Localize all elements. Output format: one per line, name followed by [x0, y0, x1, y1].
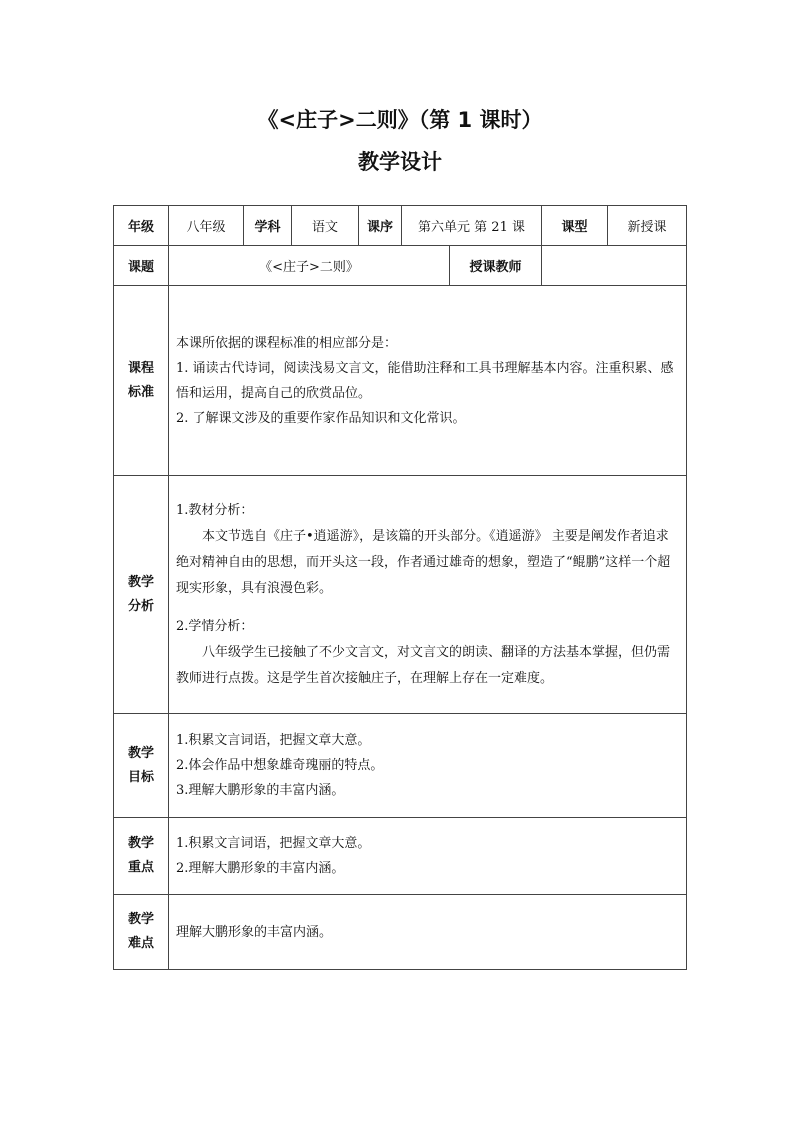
standard-item-2: 2. 了解课文涉及的重要作家作品知识和文化常识。 [176, 410, 466, 426]
difficulties-row [114, 895, 687, 970]
topic-label: 课题 [114, 246, 169, 286]
teaching-goals-row [114, 714, 687, 818]
label-line-2: 难点 [127, 936, 154, 951]
goal-item: 3.理解大鹏形象的丰富内涵。 [176, 783, 345, 798]
curriculum-standard-content [169, 286, 687, 476]
key-point-item: 1.积累文言词语，把握文章大意。 [176, 836, 371, 851]
teaching-goals-label [114, 714, 169, 818]
key-points-content [169, 818, 687, 895]
key-points-row [114, 818, 687, 895]
document-subtitle: 教学设计 [358, 150, 442, 174]
difficulties-label [114, 895, 169, 970]
document-title: 《<庄子>二则》（第 1 课时） [257, 108, 543, 132]
student-analysis-text: 八年级学生已接触了不少文言文，对文言文的朗读、翻译的方法基本掌握，但仍需教师进行点拨。这是学生首次接触庄子，在理解上存在一定难度。 [176, 644, 671, 686]
subject-label: 学科 [244, 206, 292, 246]
teaching-analysis-content [169, 476, 687, 714]
label-line-1: 教学 [127, 574, 154, 590]
label-line-1: 教学 [127, 912, 154, 927]
grade-value: 八年级 [169, 206, 244, 246]
label-line-2: 分析 [127, 598, 154, 614]
grade-label: 年级 [114, 206, 169, 246]
standard-intro: 本课所依据的课程标准的相应部分是： [176, 335, 398, 351]
teaching-analysis-row [114, 476, 687, 714]
label-line-1: 教学 [127, 836, 154, 851]
textbook-analysis-heading: 1.教材分析： [176, 502, 254, 518]
info-row-2 [114, 246, 687, 286]
lesson-type-label: 课型 [542, 206, 608, 246]
lesson-order-value: 第六单元 第 21 课 [402, 206, 542, 246]
lesson-order-label: 课序 [359, 206, 402, 246]
key-points-label [114, 818, 169, 895]
lesson-type-value: 新授课 [608, 206, 687, 246]
difficulties-content [169, 895, 687, 970]
curriculum-standard-row [114, 286, 687, 476]
teacher-label: 授课教师 [450, 246, 542, 286]
teacher-value [542, 246, 687, 286]
curriculum-standard-label [114, 286, 169, 476]
goal-item: 1.积累文言词语，把握文章大意。 [176, 733, 371, 748]
lesson-plan-table [113, 205, 687, 970]
label-line-1: 课程 [127, 360, 154, 376]
label-line-1: 教学 [127, 745, 154, 761]
goal-item: 2.体会作品中想象雄奇瑰丽的特点。 [176, 758, 384, 773]
key-point-item: 2.理解大鹏形象的丰富内涵。 [176, 861, 345, 876]
label-line-2: 标准 [127, 384, 154, 400]
info-row-1 [114, 206, 687, 246]
teaching-analysis-label [114, 476, 169, 714]
topic-value: 《<庄子>二则》 [169, 246, 450, 286]
subject-value: 语文 [292, 206, 359, 246]
standard-item-1: 1. 诵读古代诗词，阅读浅易文言文，能借助注释和工具书理解基本内容。注重积累、感悟和运用，提高自己的欣赏品位。 [176, 360, 674, 401]
label-line-2: 目标 [127, 769, 154, 785]
textbook-analysis-text: 本文节选自《庄子•逍遥游》，是该篇的开头部分。《逍遥游》 主要是阐发作者追求绝对精神自由的思想，而开头这一段，作者通过雄奇的想象，塑造了“鲲鹏”这样一个超现实形象，具有浪漫色彩。 [176, 528, 671, 596]
student-analysis-heading: 2.学情分析： [176, 618, 254, 634]
difficulty-item: 理解大鹏形象的丰富内涵。 [176, 924, 333, 940]
teaching-goals-content [169, 714, 687, 818]
label-line-2: 重点 [127, 860, 154, 875]
